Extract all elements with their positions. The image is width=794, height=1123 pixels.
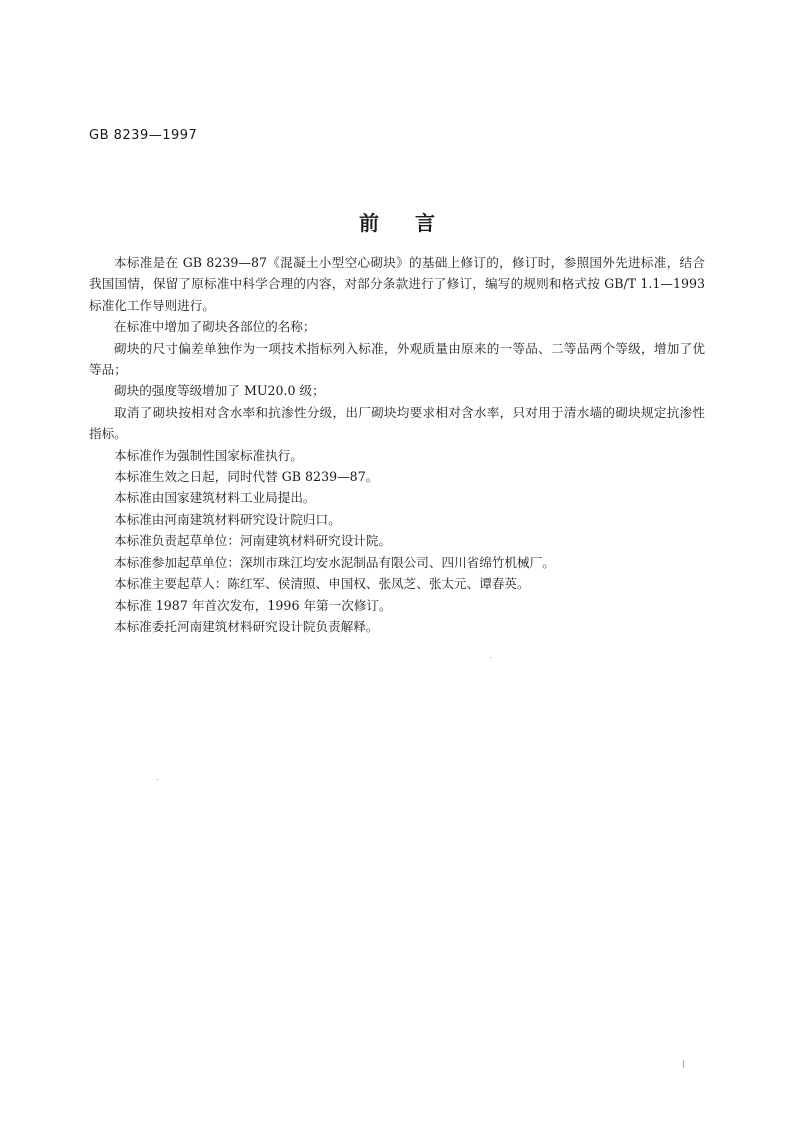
paragraph: 本标准由河南建筑材料研究设计院归口。	[114, 511, 341, 527]
preface-body	[89, 252, 705, 637]
paragraph: 在标准中增加了砌块各部位的名称；	[114, 319, 316, 335]
paragraph: 本标准由国家建筑材料工业局提出。	[114, 490, 316, 506]
paragraph: 本标准负责起草单位：河南建筑材料研究设计院。	[114, 533, 392, 549]
scan-mark	[683, 1060, 684, 1068]
paragraph: 本标准主要起草人：陈红军、侯清照、申国权、张凤芝、张太元、谭春英。	[114, 576, 530, 592]
paragraph: 本标准生效之日起，同时代替 GB 8239—87。	[114, 469, 379, 485]
paragraph: 本标准参加起草单位：深圳市珠江均安水泥制品有限公司、四川省绵竹机械厂。	[114, 554, 555, 570]
paragraph: 本标准 1987 年首次发布，1996 年第一次修订。	[114, 597, 392, 613]
scan-speck	[157, 779, 158, 780]
paragraph: 本标准作为强制性国家标准执行。	[114, 447, 303, 463]
paragraph: 本标准委托河南建筑材料研究设计院负责解释。	[114, 618, 379, 634]
paragraph: 砌块的尺寸偏差单独作为一项技术指标列入标准，外观质量由原来的一等品、二等品两个等级，增加了优等品；	[89, 340, 705, 378]
paragraph: 砌块的强度等级增加了 MU20.0 级；	[114, 383, 325, 399]
page-title: 前言	[359, 211, 471, 235]
scan-speck	[490, 657, 491, 658]
paragraph: 本标准是在 GB 8239—87《混凝土小型空心砌块》的基础上修订的，修订时，参照国外先进标准，结合我国国情，保留了原标准中科学合理的内容，对部分条款进行了修订，编写的规则和格式按 GB/T 1.1—1993 标准化工作导则进行。	[89, 255, 705, 313]
standard-code: GB 8239—1997	[89, 128, 198, 143]
paragraph: 取消了砌块按相对含水率和抗渗性分级，出厂砌块均要求相对含水率，只对用于清水墙的砌块规定抗渗性指标。	[89, 404, 705, 442]
